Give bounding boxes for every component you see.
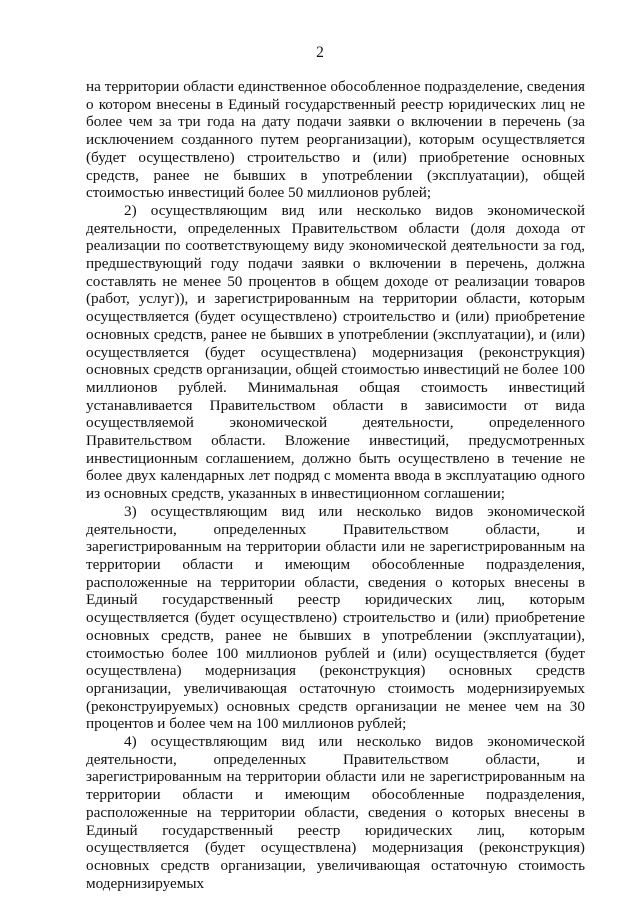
paragraph-item-2: 2) осуществляющим вид или несколько видов экономической деятельности, определенных Правительством области (доля дохода от реализации по соответствующему виду экономической деятельности за год, предшествующий году подачи заявки о включении в перечень, должна составлять не менее 50 процентов в общем доходе от реализации товаров (работ, услуг)), и зарегистрированным на территории области, которым осуществляется (будет осуществлено) строительство и (или) приобретение основных средств, ранее не бывших в употреблении (эксплуатации), и (или) осуществляется (будет осуществлена) модернизация (реконструкция) основных средств организации, общей стоимостью инвестиций не более 100 миллионов рублей. Минимальная общая стоимость инвестиций устанавливается Правительством области в зависимости от вида осуществляемой экономической деятельности, определенного Правительством области. Вложение инвестиций, предусмотренных инвестиционным соглашением, должно быть осуществлено в течение не более двух календарных лет подряд с момента ввода в эксплуатацию одного из основных средств, указанных в инвестиционном соглашении; (86, 201, 585, 503)
page-number: 2 (316, 44, 324, 61)
document-body (86, 78, 585, 892)
paragraph-item-3: 3) осуществляющим вид или несколько видов экономической деятельности, определенных Правительством области, и зарегистрированным на территории области или не зарегистрированным на территории области и имеющим обособленные подразделения, расположенные на территории области, сведения о которых внесены в Единый государственный реестр юридических лиц, которым осуществляется (будет осуществлено) строительство и (или) приобретение основных средств, ранее не бывших в употреблении (эксплуатации), стоимостью более 100 миллионов рублей и (или) осуществляется (будет осуществлена) модернизация (реконструкция) основных средств организации, увеличивающая остаточную стоимость модернизируемых (реконструируемых) основных средств организации не менее чем на 30 процентов и более чем на 100 миллионов рублей; (86, 502, 585, 733)
paragraph-item-4: 4) осуществляющим вид или несколько видов экономической деятельности, определенных Правительством области, и зарегистрированным на территории области или не зарегистрированным на территории области и имеющим обособленные подразделения, расположенные на территории области, сведения о которых внесены в Единый государственный реестр юридических лиц, которым осуществляется (будет осуществлена) модернизация (реконструкция) основных средств организации, увеличивающая остаточную стоимость модернизируемых (86, 733, 585, 892)
paragraph-continuation: на территории области единственное обособленное подразделение, сведения о котором внесены в Единый государственный реестр юридических лиц не более чем за три года на дату подачи заявки о включении в перечень (за исключением созданного путем реорганизации), которым осуществляется (будет осуществлено) строительство и (или) приобретение основных средств, ранее не бывших в употреблении (эксплуатации), общей стоимостью инвестиций более 50 миллионов рублей; (86, 78, 585, 202)
